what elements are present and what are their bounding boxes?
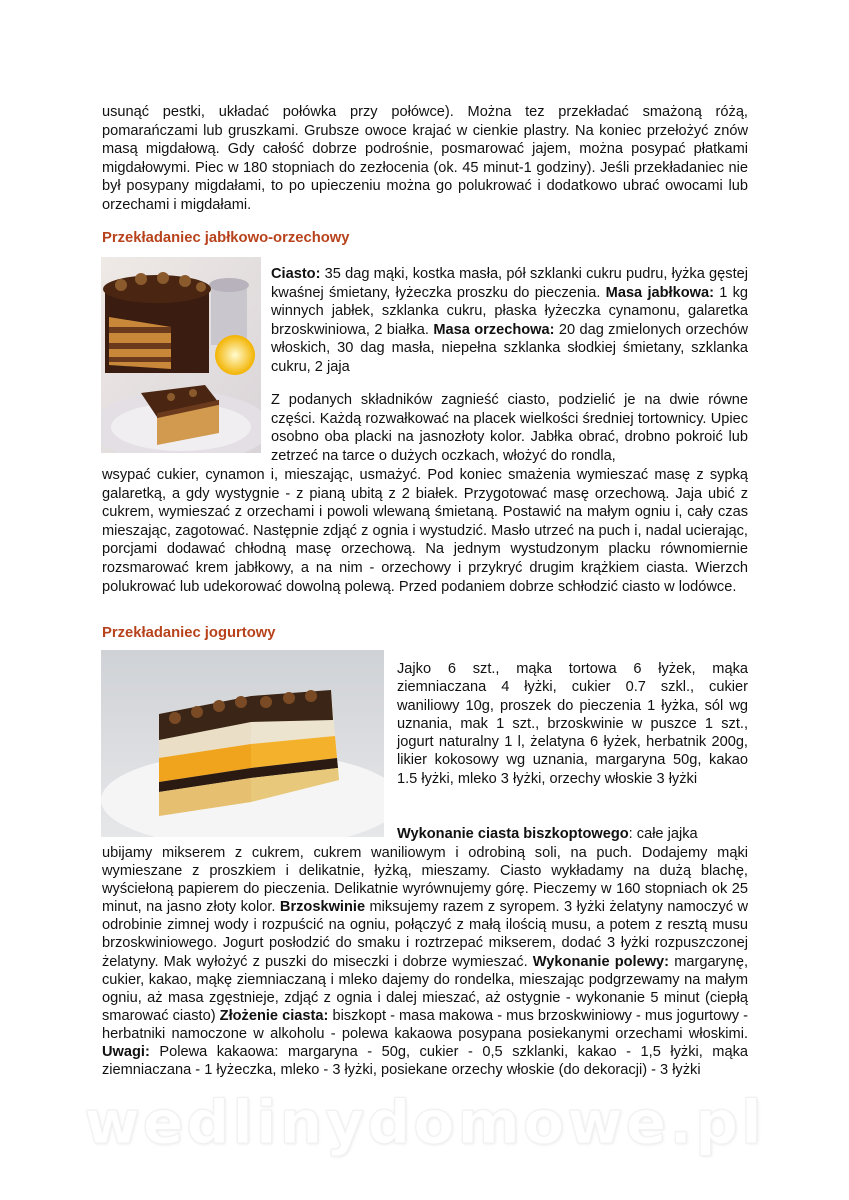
- method-part-4: biszkopt - masa makowa - mus brzoskwiniowy - mus jogurtowy - herbatniki namoczone w alkoholu - polewa kakaowa posypana posiekanymi orzechami włoskimi.: [102, 1007, 748, 1042]
- recipe2-ingredients: Jajko 6 szt., mąka tortowa 6 łyżek, mąka ziemniaczana 4 łyżki, cukier 0.7 szkl., cukier waniliowy 10g, proszek do pieczenia 1 łyżka, sól wg uznania, mak 1 szt., brzoskwinie w puszce 1 szt., jogurt naturalny 1 l, żelatyna 6 łyżek, herbatnik 200g, likier kokosowy wg uznania, margaryna 50g, kakao 1.5 łyżki, mleko 3 łyżki, orzechy włoskie 3 łyżki: [397, 661, 748, 787]
- recipe1-ingredients: [271, 265, 748, 377]
- masa-orzechowa-text: 20 dag zmielonych orzechów włoskich, 30 dag masła, niepełna szklanka słodkiej śmietany, szklanka cukru, 2 jaja: [271, 321, 748, 375]
- cake-photo-apple-walnut: [101, 257, 261, 453]
- recipe2-biszkopt-lead: [397, 825, 748, 844]
- zlozenie-label: Złożenie ciasta:: [219, 1007, 329, 1024]
- recipe2-method: [102, 844, 748, 1079]
- biszkopt-lead-text: : całe jajka: [628, 826, 698, 842]
- yogurt-cake-image: [101, 650, 384, 837]
- watermark-text: wedlinydomowe.pl: [84, 1088, 765, 1158]
- recipe1-method-short: Z podanych składników zagnieść ciasto, podzielić je na dwie równe części. Każdą rozwałkować na placek wielkości średniej tortownicy. Upiec osobno oba placki na jasnozłoty kolor. Jabłka obrać, drobno pokroić lub zetrzeć na tarce o dużych oczkach, włożyć do rondla,: [271, 392, 748, 464]
- intro-paragraph: usunąć pestki, układać połówka przy połówce). Można tez przekładać smażoną różą, pomarańczami lub gruszkami. Grubsze owoce krajać w cienkie plastry. Na koniec przełożyć znów masą migdałową. Gdy całość dobrze podrośnie, posmarować jajem, można posypać płatkami migdałowymi. Piec w 180 stopniach do zezłocenia (ok. 45 minut-1 godziny). Jeśli przekładaniec nie był posypany migdałami, to po upieczeniu można go polukrować i dodatkowo ubrać owocami lub orzechami i migdałami.: [102, 104, 748, 213]
- masa-jablkowa-text: 1 kg winnych jabłek, szklanka cukru, płaska łyżeczka cynamonu, galaretka brzoskwiniowa, 2 białka.: [271, 284, 748, 338]
- recipe1-title: Przekładaniec jabłkowo-orzechowy: [102, 230, 350, 246]
- polewa-label: Wykonanie polewy:: [532, 953, 670, 970]
- method-part-2: miksujemy razem z syropem. 3 łyżki żelatyny namoczyć w odrobinie zimnej wody i rozpuścić na ogniu, połączyć z małą ilością musu, a potem z resztą musu brzoskwiniowego. Jogurt posłodzić do smaku i roztrzepać mikserem, dodać 3 łyżki rozpuszczonej żelatyny. Mak wyłożyć z puszki do miseczki i dobrze wymieszać.: [102, 899, 749, 970]
- ciasto-text: 35 dag mąki, kostka masła, pół szklanki cukru pudru, łyżka gęstej kwaśnej śmietany, łyżeczka proszku do pieczenia.: [271, 266, 748, 301]
- biszkopt-label: Wykonanie ciasta biszkoptowego: [397, 826, 629, 842]
- cake-photo-yogurt: [101, 650, 384, 837]
- recipe2-title: Przekładaniec jogurtowy: [102, 625, 276, 641]
- masa-jablkowa-label: Masa jabłkowa:: [605, 284, 714, 301]
- ciasto-label: Ciasto:: [271, 266, 321, 282]
- method-part-3: margarynę, cukier, kakao, mąkę ziemniaczaną i mleko dajemy do rondelka, mieszając podgrzewamy na małym ogniu, aż masa zgęstnieje, zdjąć z ognia i dalej mieszać, aż ostygnie - wykonanie 5 minut (ciepłą smarować ciasto): [102, 953, 749, 1024]
- masa-orzechowa-label: Masa orzechowa:: [433, 321, 555, 338]
- cake-image: [101, 257, 261, 453]
- method-part-1: ubijamy mikserem z cukrem, cukrem waniliowym i odrobiną soli, na puch. Dodajemy mąki wymieszane z proszkiem i delikatnie, łyżką, mieszamy. Ciasto wykładamy na dużą blachę, wyściełoną papierem do pieczenia. Delikatnie wyrównujemy górę. Pieczemy w 160 stopniach ok 25 minut, na jasno złoty kolor.: [102, 845, 748, 916]
- recipe1-method-full: wsypać cukier, cynamon i, mieszając, usmażyć. Pod koniec smażenia wymieszać masę z sypką galaretką, a gdy wystygnie - z pianą ubitą z 2 białek. Przygotować masę orzechową. Jaja ubić z cukrem, wymieszać z orzechami i powoli wlewaną śmietaną. Postawić na małym ogniu i, cały czas mieszając, zagotować. Następnie zdjąć z ognia i wystudzić. Masło utrzeć na puch i, nadal ucierając, porcjami dodawać chłodną masę orzechową. Na jednym wystudzonym placku równomiernie rozsmarować krem jabłkowy, a na nim - orzechowy i przykryć drugim krążkiem ciasta. Wierzch polukrować lub udekorować dowolną polewą. Przed podaniem dobrze schłodzić ciasto w lodówce.: [102, 467, 748, 595]
- uwagi-label: Uwagi:: [102, 1044, 150, 1061]
- method-part-5: Polewa kakaowa: margaryna - 50g, cukier - 0,5 szklanki, kakao - 1,5 łyżki, mąka ziemniaczana - 1 łyżeczka, mleko - 3 łyżki, posiekane orzechy włoskie (do dekoracji) - 3 łyżki: [102, 1044, 748, 1079]
- brzoskwinie-label: Brzoskwinie: [279, 899, 366, 916]
